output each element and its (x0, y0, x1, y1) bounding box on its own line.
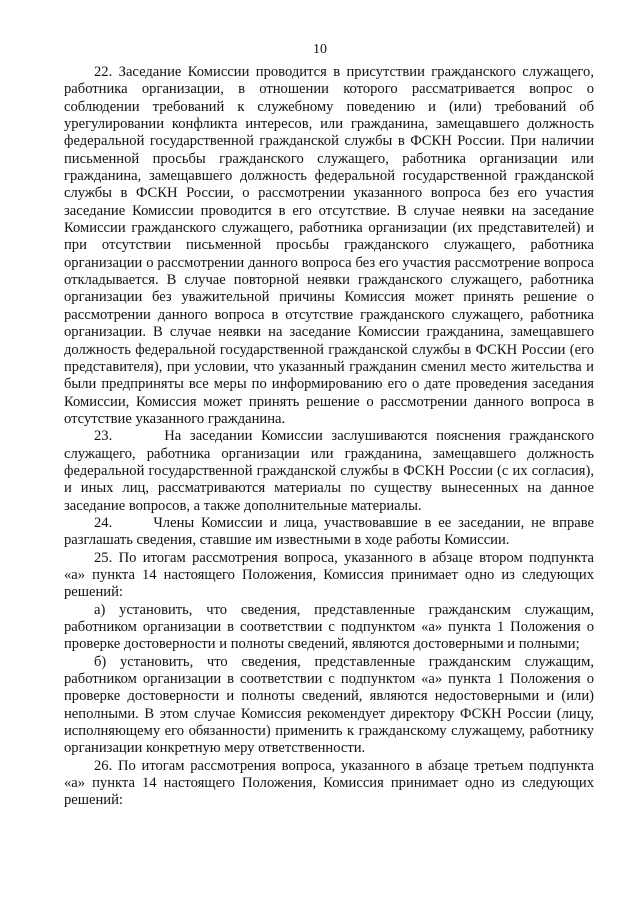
paragraph-25-a: а) установить, что сведения, представленные гражданским служащим, работником организации в соответствии с подпунктом «а» пункта 1 Положения о проверке достоверности и полноты сведений, являются достоверными и полными; (64, 601, 594, 653)
page-number: 10 (313, 42, 327, 57)
paragraph-25-b: б) установить, что сведения, представленные гражданским служащим, работником организации в соответствии с подпунктом «а» пункта 1 Положения о проверке достоверности и полноты сведений, являются недостоверными и (или) неполными. В этом случае Комиссия рекомендует директору ФСКН России (лицу, исполняющему его обязанности) применить к гражданскому служащему, работнику организации конкретную меру ответственности. (64, 653, 594, 757)
document-body (64, 64, 594, 810)
paragraph-26: 26. По итогам рассмотрения вопроса, указанного в абзаце третьем подпункта «а» пункта 14 настоящего Положения, Комиссия принимает одно из следующих решений: (64, 757, 594, 809)
paragraph-24: 24. Члены Комиссии и лица, участвовавшие в ее заседании, не вправе разглашать сведения, ставшие им известными в ходе работы Комиссии. (64, 514, 594, 549)
paragraph-23: 23. На заседании Комиссии заслушиваются пояснения гражданского служащего, работника организации или гражданина, замещавшего должность федеральной государственной гражданской службы в ФСКН России (с их согласия), и иных лиц, рассматриваются материалы по существу вынесенных на данное заседание вопросов, а также дополнительные материалы. (64, 428, 594, 514)
paragraph-22: 22. Заседание Комиссии проводится в присутствии гражданского служащего, работника организации, в отношении которого рассматривается вопрос о соблюдении требований к служебному поведению и (или) требований об урегулировании конфликта интересов, или гражданина, замещавшего должность федеральной государственной гражданской службы в ФСКН России. При наличии письменной просьбы гражданского служащего, работника организации или гражданина, замещавшего должность федеральной государственной гражданской службы в ФСКН России, о рассмотрении указанного вопроса без его участия заседание Комиссии проводится в его отсутствие. В случае неявки на заседание Комиссии гражданского служащего, работника организации (их представителей) и при отсутствии письменной просьбы гражданского служащего, работника организации о рассмотрении данного вопроса без его участия рассмотрение вопроса откладывается. В случае повторной неявки гражданского служащего, работника организации без уважительной причины Комиссия может принять решение о рассмотрении данного вопроса в отсутствие гражданского служащего, работника организации. В случае неявки на заседание Комиссии гражданина, замещавшего должность федеральной государственной гражданской службы в ФСКН России (его представителя), при условии, что указанный гражданин сменил место жительства и были предприняты все меры по информированию его о дате проведения заседания Комиссии, Комиссия может принять решение о рассмотрении данного вопроса в отсутствие указанного гражданина. (64, 64, 594, 427)
paragraph-25: 25. По итогам рассмотрения вопроса, указанного в абзаце втором подпункта «а» пункта 14 настоящего Положения, Комиссия принимает одно из следующих решений: (64, 549, 594, 601)
